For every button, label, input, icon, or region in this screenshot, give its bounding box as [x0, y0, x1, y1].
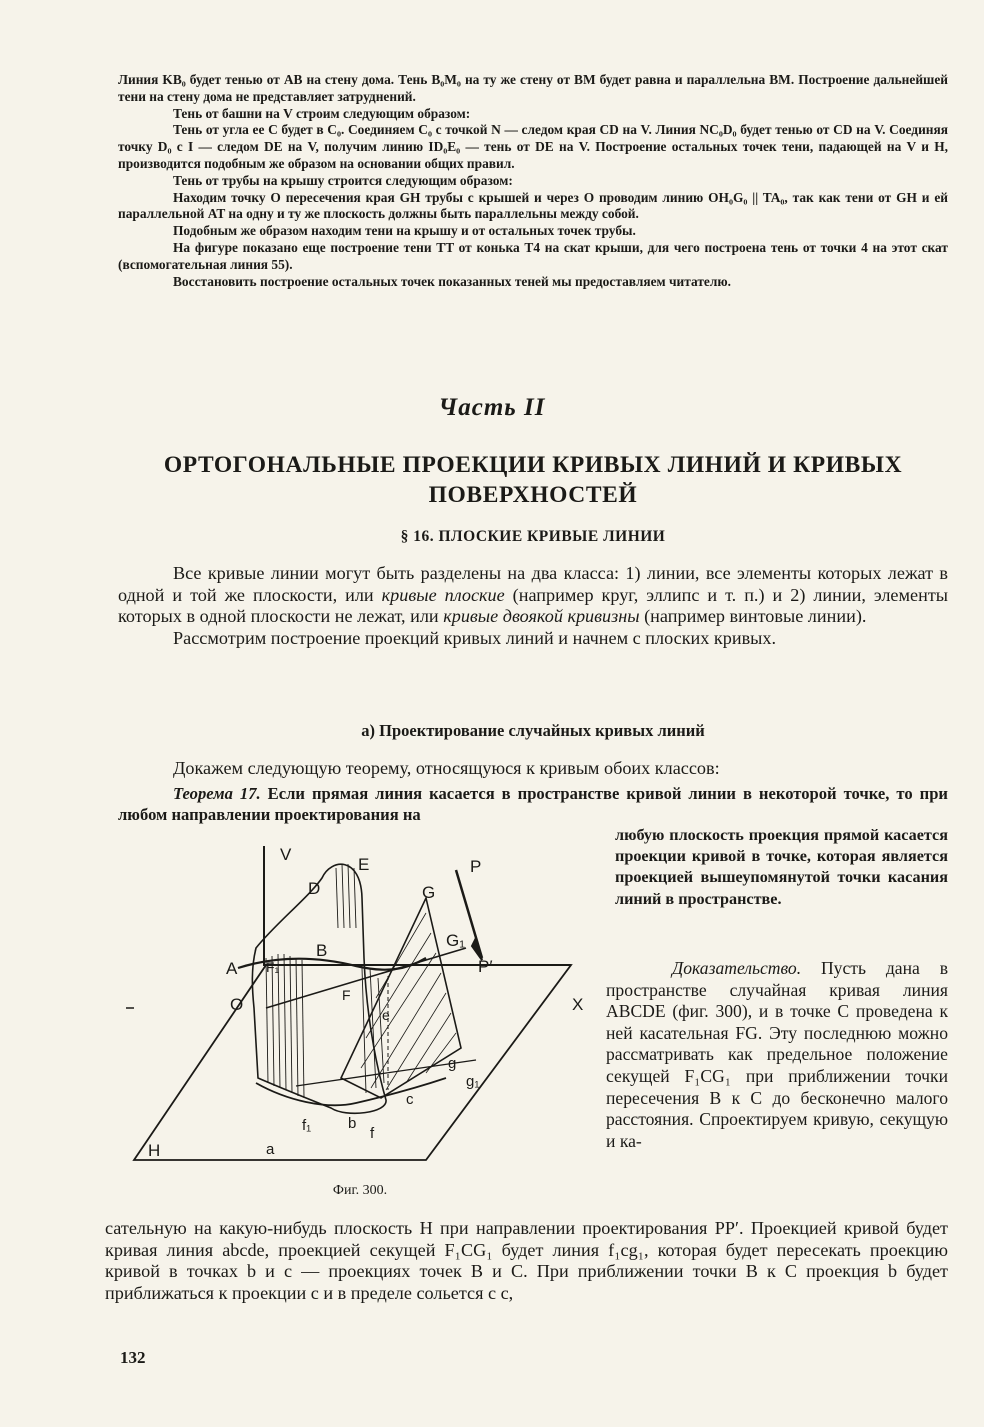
label-e: E — [358, 855, 370, 874]
label-b-upper: B — [316, 941, 328, 960]
italic-term: кривые плоские — [381, 584, 505, 605]
text-span: Все кривые линии могут быть разделены на два класса: 1) линии, все элементы которых лежат в одной и той же плоскости, или — [118, 563, 948, 605]
page-number: 132 — [120, 1348, 146, 1367]
top-text-block — [118, 72, 948, 290]
subsection-title: а) Проектирование случайных кривых линий — [361, 721, 705, 740]
paragraph: Тень от угла ее C будет в C₀. Соединяем C₀ с точкой N — следом края CD на V. Линия NC₀D₀ будет тенью от CD на V. Соединяя точку D₀ с I — следом DE на V, получим линию ID₀E₀ — тень от DE на V. Построение остальных точек тени, падающей на V и H, производится подобным же образом на основании общих правил. — [118, 122, 948, 171]
label-h: H — [148, 1141, 161, 1160]
label-o: O — [230, 995, 244, 1014]
label-p-prime: P′ — [478, 957, 493, 976]
text-span: (например винтовые линии). — [639, 606, 867, 626]
paragraph: Рассмотрим построение проекций кривых линий и начнем с плоских кривых. — [173, 627, 777, 648]
label-e-lower: e — [382, 1007, 390, 1023]
proof-label: Доказательство. — [672, 958, 802, 978]
paragraph: Докажем следующую теорему, относящуюся к кривым обоих классов: — [173, 758, 720, 778]
paragraph — [118, 563, 948, 628]
text-span: Если прямая линия касается в пространстве кривой линии в некоторой точке, то при любом направлении проектирования на — [118, 784, 948, 824]
section-title: § 16. ПЛОСКИЕ КРИВЫЕ ЛИНИИ — [400, 528, 666, 545]
lead-text — [118, 758, 948, 780]
label-c-lower: c — [406, 1091, 414, 1108]
label-d: D — [308, 879, 321, 898]
label-f-lower: f — [370, 1125, 375, 1142]
figure-caption: Фиг. 300. — [332, 1183, 388, 1198]
projected-curve — [256, 1078, 446, 1105]
text-span: (например круг, эллипс и т. п.) и 2) линии, элементы которых в одной плоскости не лежат, или — [118, 584, 948, 626]
paragraph: Подобным же образом находим тени на крышу и от остальных точек трубы. — [173, 223, 636, 239]
label-g1-lower: g₁ — [466, 1073, 480, 1090]
theorem-text-continued: любую плоскость проекция прямой касается проекции кривой в точке, которая является проекцией вышеупомянутой точки касания линий в пространстве. — [615, 826, 948, 908]
label-f1-upper: F₁ — [266, 959, 280, 975]
theorem-label: Теорема 17. — [173, 784, 261, 803]
intro-text — [118, 563, 948, 649]
bottom-text: сательную на какую-нибудь плоскость H при направлении проектирования PP′. Проекцией кривой будет кривая линия abcde, проекцией секущей F₁CG₁ будет линия f₁cg₁, которая будет пересекать проекцию кривой в точках b и c — проекциях точек B и C. При приближении точки B к C проекция b будет приближаться к проекции c и в пределе сольется с c, — [105, 1218, 948, 1303]
label-f1-lower: f₁ — [302, 1117, 312, 1134]
paragraph: Тень от трубы на крышу строится следующим образом: — [173, 172, 513, 188]
theorem-text — [118, 783, 948, 825]
paragraph — [118, 783, 948, 825]
label-v: V — [280, 845, 292, 864]
label-g: G — [422, 883, 436, 902]
paragraph: Находим точку O пересечения края GH трубы с крышей и через O проводим линию OH₀G₀ || TA₀, так как тени от GH и ей параллельной AT на одну и ту же плоскость должны быть параллельны между собой. — [118, 189, 948, 222]
label-b-lower: b — [348, 1115, 357, 1132]
paragraph: Тень от башни на V строим следующим образом: — [173, 105, 471, 121]
paragraph: На фигуре показано еще построение тени TT от конька T4 на скат крыши, для чего построена тень от точки 4 на этот скат (вспомогательная линия 55). — [118, 239, 948, 272]
label-a-lower: a — [266, 1141, 275, 1158]
chapter-title: ОРТОГОНАЛЬНЫЕ ПРОЕКЦИИ КРИВЫХ ЛИНИЙ И КРИВЫХ ПОВЕРХНОСТЕЙ — [163, 452, 903, 508]
label-g1: G₁ — [446, 931, 465, 950]
text-span: Пусть дана в пространстве случайная кривая линия ABCDE (фиг. 300), и в точке C проведена к ней касательная FG. Эту последнюю можно рассматривать как предельное положение секущей F₁CG₁ при приближении точки пересечения B к C до бесконечно малого расстояния. Спроектируем кривую, секущую и ка- — [606, 958, 948, 1151]
figure-300-diagram — [126, 838, 594, 1178]
label-p: P — [470, 857, 482, 876]
label-x: X — [572, 995, 584, 1014]
paragraph: Восстановить построение остальных точек показанных теней мы предоставляем читателю. — [173, 273, 731, 289]
label-a-upper: A — [226, 959, 238, 978]
label-g-lower: g — [448, 1055, 457, 1072]
paragraph: Линия KB₀ будет тенью от AB на стену дома. Тень B₀M₀ на ту же стену от BM будет равна и параллельна BM. Построение дальнейшей тени на стену дома не представляет затруднений. — [118, 72, 948, 104]
part-title: Часть II — [438, 394, 546, 421]
label-f-upper: F — [342, 987, 351, 1003]
proof-text — [606, 958, 948, 1152]
italic-term: кривые двоякой кривизны — [443, 606, 640, 626]
plane-v-outline — [264, 846, 571, 965]
